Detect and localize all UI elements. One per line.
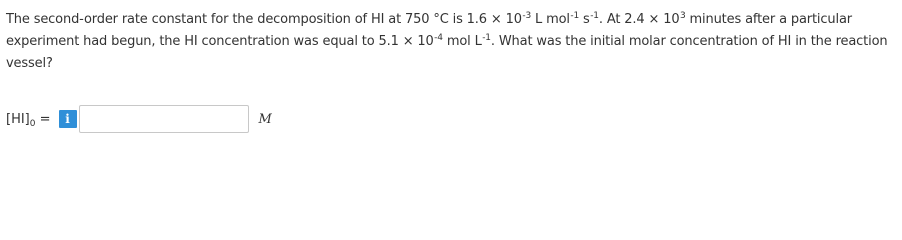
- answer-label-subscript: 0: [29, 118, 36, 129]
- exponent: -4: [434, 33, 443, 43]
- question-text-part: s: [579, 12, 590, 27]
- question-text-part: L mol: [531, 12, 570, 27]
- exponent: -1: [570, 11, 580, 21]
- exponent: -3: [522, 11, 532, 21]
- question-text-part: minutes after a particular experiment had begun, the HI concentration was equal to 5.1 × 10: [6, 12, 852, 49]
- info-glyph: i: [65, 112, 70, 126]
- info-icon[interactable]: [59, 110, 77, 128]
- answer-label-equals: =: [35, 111, 51, 127]
- answer-input[interactable]: [79, 105, 249, 133]
- answer-label: [6, 112, 51, 127]
- exponent: -1: [482, 33, 491, 43]
- question-text-part: . At 2.4 × 10: [598, 12, 680, 27]
- question-text-part: . What was the initial molar concentration of HI in the reaction vessel?: [6, 34, 888, 71]
- question-text: [6, 9, 894, 75]
- question-text-part: mol L: [442, 34, 482, 49]
- exponent: -1: [590, 11, 599, 21]
- answer-row: [6, 104, 272, 134]
- unit-label: M: [258, 111, 272, 127]
- answer-label-main: [HI]: [6, 111, 30, 127]
- question-text-part: The second-order rate constant for the decomposition of HI at 750 °C is 1.6 × 10: [6, 12, 522, 27]
- exponent: 3: [679, 11, 686, 21]
